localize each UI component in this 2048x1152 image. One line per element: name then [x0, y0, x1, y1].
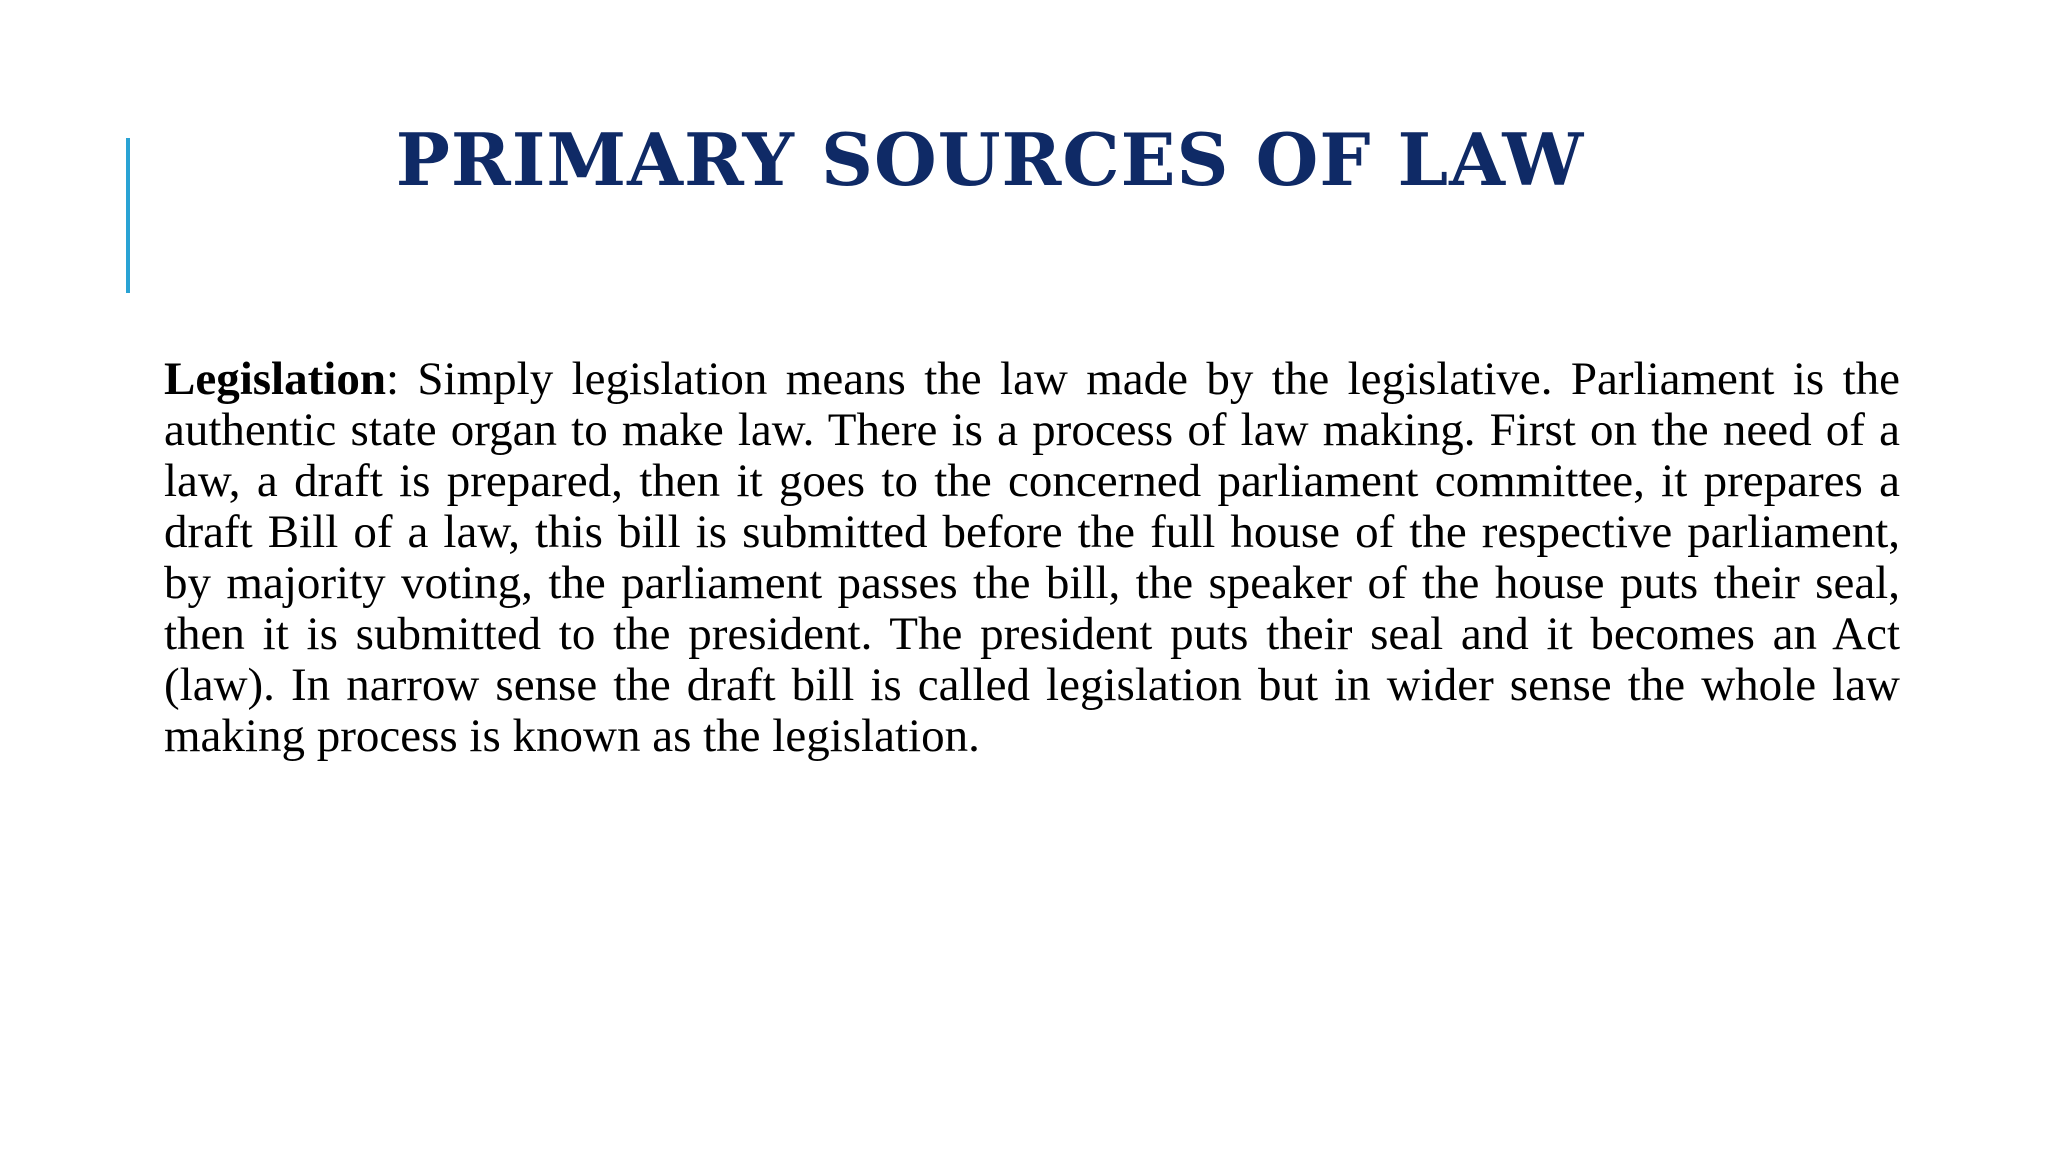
accent-bar: [126, 138, 130, 293]
slide-title: PRIMARY SOURCES OF LAW: [395, 117, 1585, 202]
legislation-paragraph: [164, 354, 1900, 762]
legislation-term: Legislation: [164, 353, 386, 405]
legislation-definition: : Simply legislation means the law made by the legislative. Parliament is the authentic state organ to make law. There is a process of law making. First on the need of a law, a draft is prepared, then it goes to the concerned parliament committee, it prepares a draft Bill of a law, this bill is submitted before the full house of the respective parliament, by majority voting, the parliament passes the bill, the speaker of the house puts their seal, then it is submitted to the president. The president puts their seal and it becomes an Act (law). In narrow sense the draft bill is called legislation but in wider sense the whole law making process is known as the legislation.: [164, 353, 1900, 762]
